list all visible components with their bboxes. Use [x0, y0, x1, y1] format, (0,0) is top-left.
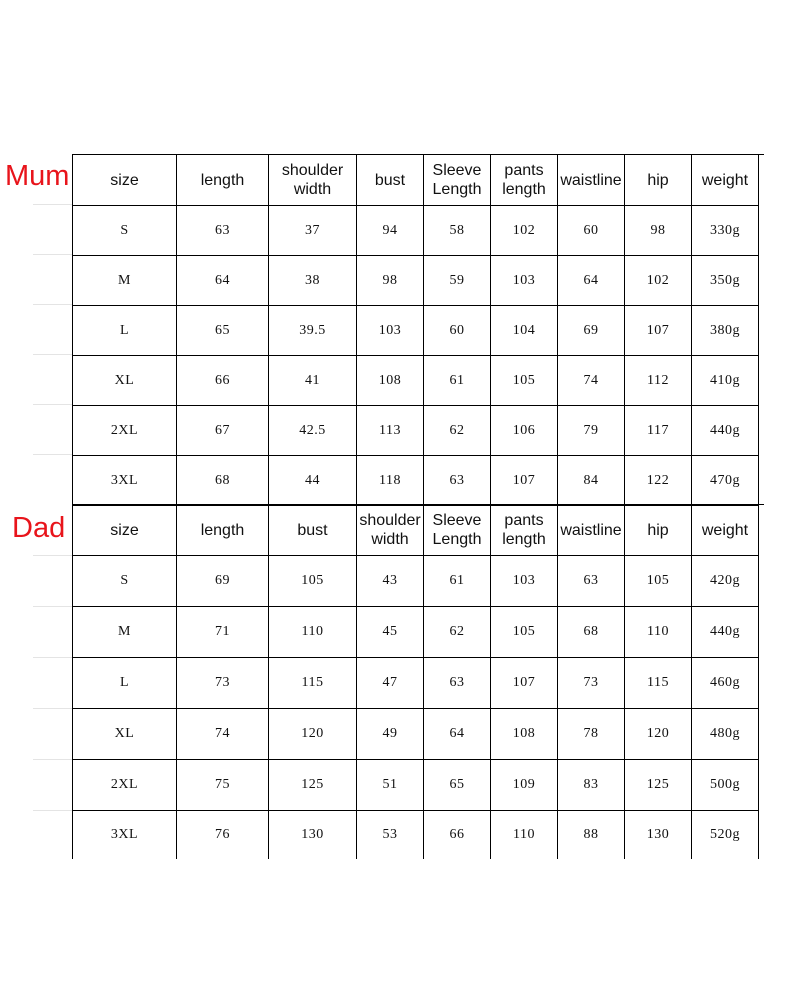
table-cell: 120 — [269, 709, 357, 760]
table-cell: 410g — [692, 356, 759, 406]
size-cell: 2XL — [73, 760, 177, 811]
table-cell: 88 — [558, 811, 625, 859]
guide-line — [33, 254, 73, 255]
size-cell: L — [73, 658, 177, 709]
guide-line — [33, 606, 73, 607]
table-cell: 43 — [357, 556, 424, 607]
table-cell: 107 — [491, 456, 558, 506]
header-cell: waistline — [558, 155, 625, 206]
header-cell: Sleeve Length — [424, 505, 491, 556]
size-cell: XL — [73, 356, 177, 406]
header-cell: pants length — [491, 505, 558, 556]
table-cell: 68 — [177, 456, 269, 506]
table-cell: 120 — [625, 709, 692, 760]
table-cell: 63 — [424, 456, 491, 506]
mum-label: Mum — [5, 160, 70, 192]
table-cell: 98 — [357, 256, 424, 306]
table-cell: 69 — [177, 556, 269, 607]
table-cell: 75 — [177, 760, 269, 811]
table-cell: 440g — [692, 406, 759, 456]
table-cell: 520g — [692, 811, 759, 859]
table-cell: 59 — [424, 256, 491, 306]
header-cell: shoulder width — [269, 155, 357, 206]
table-cell: 83 — [558, 760, 625, 811]
table-cell: 107 — [491, 658, 558, 709]
header-cell: length — [177, 155, 269, 206]
header-cell: weight — [692, 155, 759, 206]
table-cell: 49 — [357, 709, 424, 760]
table-cell: 64 — [424, 709, 491, 760]
guide-line — [33, 204, 73, 205]
table-cell: 63 — [558, 556, 625, 607]
table-cell: 98 — [625, 206, 692, 256]
table-cell: 115 — [269, 658, 357, 709]
table-cell: 78 — [558, 709, 625, 760]
table-cell: 115 — [625, 658, 692, 709]
table-cell: 380g — [692, 306, 759, 356]
header-cell: hip — [625, 505, 692, 556]
table-cell: 105 — [491, 356, 558, 406]
table-cell: 69 — [558, 306, 625, 356]
table-cell: 73 — [177, 658, 269, 709]
guide-line — [33, 354, 73, 355]
size-cell: 3XL — [73, 456, 177, 506]
table-cell: 62 — [424, 607, 491, 658]
size-cell: S — [73, 556, 177, 607]
table-cell: 51 — [357, 760, 424, 811]
table-cell: 42.5 — [269, 406, 357, 456]
table-cell: 108 — [357, 356, 424, 406]
header-cell: waistline — [558, 505, 625, 556]
guide-line — [33, 657, 73, 658]
table-cell: 113 — [357, 406, 424, 456]
table-cell: 102 — [625, 256, 692, 306]
table-cell: 105 — [269, 556, 357, 607]
mum-size-table — [72, 154, 759, 506]
table-cell: 64 — [558, 256, 625, 306]
table-cell: 37 — [269, 206, 357, 256]
header-cell: size — [73, 505, 177, 556]
table-cell: 76 — [177, 811, 269, 859]
table-cell: 440g — [692, 607, 759, 658]
header-cell: shoulder width — [357, 505, 424, 556]
table-cell: 64 — [177, 256, 269, 306]
table-cell: 67 — [177, 406, 269, 456]
header-cell: bust — [269, 505, 357, 556]
guide-line — [33, 759, 73, 760]
table-cell: 350g — [692, 256, 759, 306]
guide-line — [33, 810, 73, 811]
size-cell: 3XL — [73, 811, 177, 859]
table-cell: 60 — [424, 306, 491, 356]
header-cell: bust — [357, 155, 424, 206]
size-cell: S — [73, 206, 177, 256]
table-cell: 103 — [491, 556, 558, 607]
table-cell: 71 — [177, 607, 269, 658]
table-cell: 108 — [491, 709, 558, 760]
table-cell: 84 — [558, 456, 625, 506]
table-cell: 110 — [269, 607, 357, 658]
table-cell: 460g — [692, 658, 759, 709]
size-cell: M — [73, 256, 177, 306]
table-cell: 125 — [269, 760, 357, 811]
table-cell: 94 — [357, 206, 424, 256]
table-cell: 117 — [625, 406, 692, 456]
table-cell: 103 — [357, 306, 424, 356]
header-cell: pants length — [491, 155, 558, 206]
table-cell: 44 — [269, 456, 357, 506]
table-cell: 125 — [625, 760, 692, 811]
table-cell: 105 — [491, 607, 558, 658]
table-cell: 38 — [269, 256, 357, 306]
table-cell: 500g — [692, 760, 759, 811]
table-cell: 118 — [357, 456, 424, 506]
table-cell: 53 — [357, 811, 424, 859]
table-cell: 66 — [424, 811, 491, 859]
table-cell: 73 — [558, 658, 625, 709]
table-cell: 104 — [491, 306, 558, 356]
table-cell: 109 — [491, 760, 558, 811]
table-cell: 74 — [558, 356, 625, 406]
table-cell: 105 — [625, 556, 692, 607]
table-cell: 106 — [491, 406, 558, 456]
guide-line — [33, 304, 73, 305]
table-cell: 66 — [177, 356, 269, 406]
table-cell: 480g — [692, 709, 759, 760]
guide-line — [33, 555, 73, 556]
table-cell: 79 — [558, 406, 625, 456]
header-cell: size — [73, 155, 177, 206]
table-cell: 420g — [692, 556, 759, 607]
table-cell: 74 — [177, 709, 269, 760]
table-cell: 103 — [491, 256, 558, 306]
table-cell: 107 — [625, 306, 692, 356]
header-cell: Sleeve Length — [424, 155, 491, 206]
guide-line — [33, 708, 73, 709]
dad-label: Dad — [12, 512, 66, 544]
table-cell: 58 — [424, 206, 491, 256]
guide-line — [33, 454, 73, 455]
table-cell: 130 — [269, 811, 357, 859]
table-cell: 122 — [625, 456, 692, 506]
size-cell: XL — [73, 709, 177, 760]
table-cell: 470g — [692, 456, 759, 506]
table-cell: 65 — [424, 760, 491, 811]
table-cell: 61 — [424, 356, 491, 406]
table-cell: 112 — [625, 356, 692, 406]
table-cell: 110 — [491, 811, 558, 859]
header-cell: length — [177, 505, 269, 556]
table-cell: 41 — [269, 356, 357, 406]
table-cell: 330g — [692, 206, 759, 256]
table-cell: 65 — [177, 306, 269, 356]
table-cell: 61 — [424, 556, 491, 607]
table-cell: 63 — [177, 206, 269, 256]
table-cell: 47 — [357, 658, 424, 709]
table-cell: 62 — [424, 406, 491, 456]
header-cell: weight — [692, 505, 759, 556]
guide-line — [33, 404, 73, 405]
table-cell: 68 — [558, 607, 625, 658]
dad-size-table — [72, 504, 759, 859]
table-cell: 45 — [357, 607, 424, 658]
size-cell: M — [73, 607, 177, 658]
table-cell: 110 — [625, 607, 692, 658]
table-cell: 102 — [491, 206, 558, 256]
table-cell: 63 — [424, 658, 491, 709]
header-cell: hip — [625, 155, 692, 206]
table-cell: 60 — [558, 206, 625, 256]
table-cell: 39.5 — [269, 306, 357, 356]
size-cell: L — [73, 306, 177, 356]
size-cell: 2XL — [73, 406, 177, 456]
table-cell: 130 — [625, 811, 692, 859]
